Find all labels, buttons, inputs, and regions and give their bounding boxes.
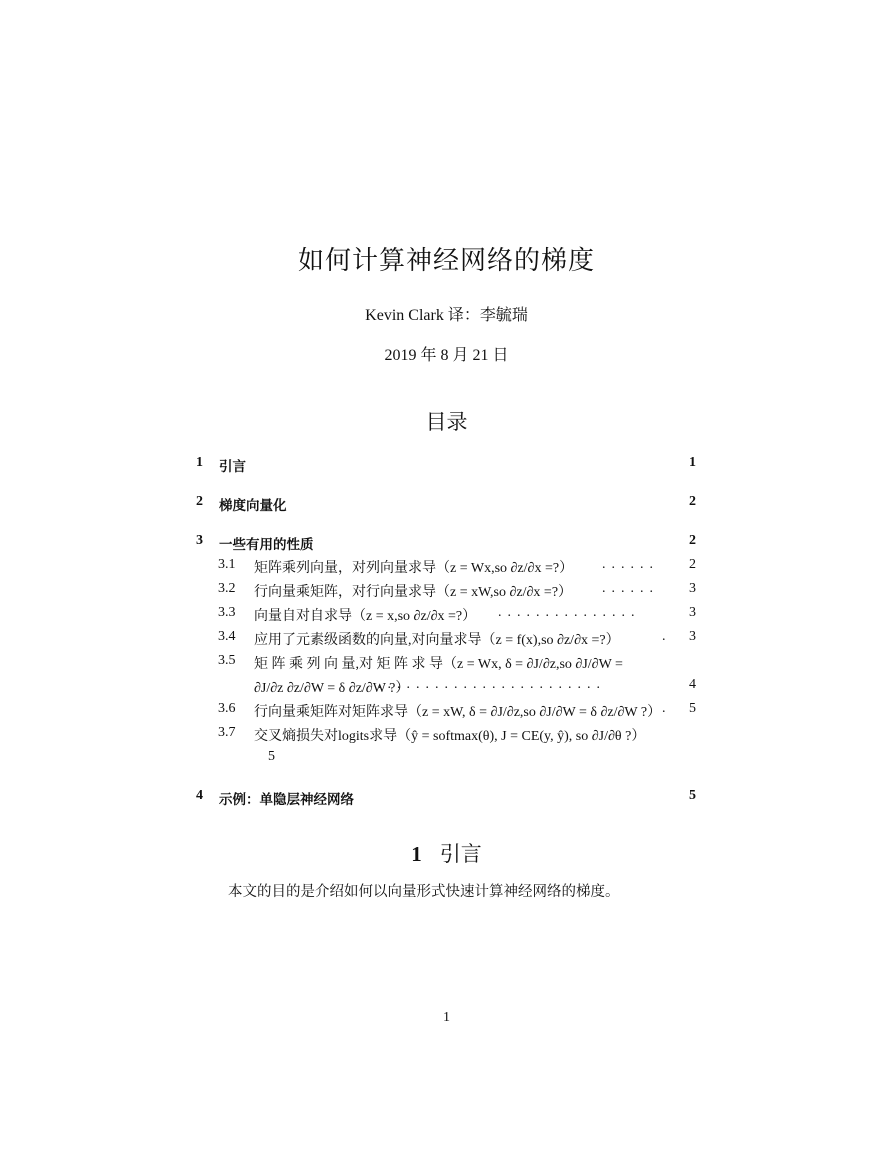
author-line: Kevin Clark 译：李毓瑞 [365,307,528,324]
toc-entry-page: 2 [689,494,696,509]
toc-subentry-label: 行向量乘矩阵对矩阵求导（z = xW, δ = ∂J/∂z,so ∂J/∂W = δ ∂z/∂W ?） [254,705,662,720]
page-number: 1 [443,1010,450,1025]
toc-subentry-number: 3.6 [218,701,236,716]
leader-dots: . [662,629,672,644]
toc-entry-page: 5 [689,788,696,803]
toc-subentry-3-2[interactable] [218,581,696,601]
toc-subentry-page: 2 [689,557,696,572]
toc-subentry-page: 5 [689,701,696,716]
toc-entry-number: 1 [196,455,203,470]
section-heading [0,838,893,868]
toc-entry-4[interactable] [196,788,696,808]
toc-subentry-page: 3 [689,581,696,596]
toc-entry-number: 3 [196,533,203,548]
toc-subentry-label: 应用了元素级函数的向量,对向量求导（z = f(x),so ∂z/∂x =?） [254,633,620,648]
toc-entry-page: 1 [689,455,696,470]
section-body-paragraph: 本文的目的是介绍如何以向量形式快速计算神经网络的梯度。 [228,884,620,900]
toc-entry-3[interactable] [196,533,696,553]
document-title: 如何计算神经网络的梯度 [297,246,595,275]
leader-dots: ...... [602,557,659,572]
toc-subentry-page: 3 [689,629,696,644]
toc-subentry-3-5[interactable] [218,653,696,673]
leader-dots: ........................ [378,677,606,692]
toc-entry-label: 一些有用的性质 [219,537,314,553]
leader-dots: . [662,701,672,716]
toc-subentry-number: 3.7 [218,725,236,740]
toc-entry-number: 2 [196,494,203,509]
toc-entry-page: 2 [689,533,696,548]
toc-subentry-number: 3.2 [218,581,236,596]
section-number: 1 [411,842,422,866]
toc-subentry-3-5-continuation[interactable] [218,677,696,697]
toc-subentry-label: 向量自对自求导（z = x,so ∂z/∂x =?） [254,609,477,624]
toc-subentry-3-1[interactable] [218,557,696,577]
toc-subentry-label: 矩阵乘列向量，对列向量求导（z = Wx,so ∂z/∂x =?） [254,561,574,576]
toc-entry-number: 4 [196,788,203,803]
toc-entry-2[interactable] [196,494,696,514]
toc-subentry-number: 3.5 [218,653,236,668]
toc-subentry-number: 3.3 [218,605,236,620]
toc-subentry-page: 5 [268,749,275,764]
toc-entry-label: 示例：单隐层神经网络 [219,792,354,808]
toc-subentry-number: 3.4 [218,629,236,644]
toc-entry-label: 梯度向量化 [219,498,287,514]
toc-subentry-page: 3 [689,605,696,620]
section-title: 引言 [439,842,482,866]
toc-subentry-3-7-continuation[interactable] [218,749,696,769]
date-line: 2019 年 8 月 21 日 [384,347,509,364]
leader-dots: ............... [498,605,641,620]
toc-subentry-label: 矩 阵 乘 列 向 量,对 矩 阵 求 导（z = Wx, δ = ∂J/∂z,so ∂J/∂W = [254,657,623,672]
leader-dots: ...... [602,581,659,596]
toc-subentry-3-4[interactable] [218,629,696,649]
toc-heading: 目录 [425,410,468,434]
toc-subentry-3-6[interactable] [218,701,696,721]
toc-subentry-page: 4 [689,677,696,692]
toc-subentry-continuation: ∂J/∂z ∂z/∂W = δ ∂z/∂W ?） [254,681,410,696]
toc-subentry-3-3[interactable] [218,605,696,625]
toc-subentry-label: 行向量乘矩阵，对行向量求导（z = xW,so ∂z/∂x =?） [254,585,573,600]
toc-entry-1[interactable] [196,455,696,475]
toc-subentry-label: 交叉熵损失对logits求导（ŷ = softmax(θ), J = CE(y, ŷ), so ∂J/∂θ ?） [254,729,646,744]
toc-subentry-number: 3.1 [218,557,236,572]
toc-entry-label: 引言 [219,459,246,475]
toc-subentry-3-7[interactable] [218,725,696,745]
